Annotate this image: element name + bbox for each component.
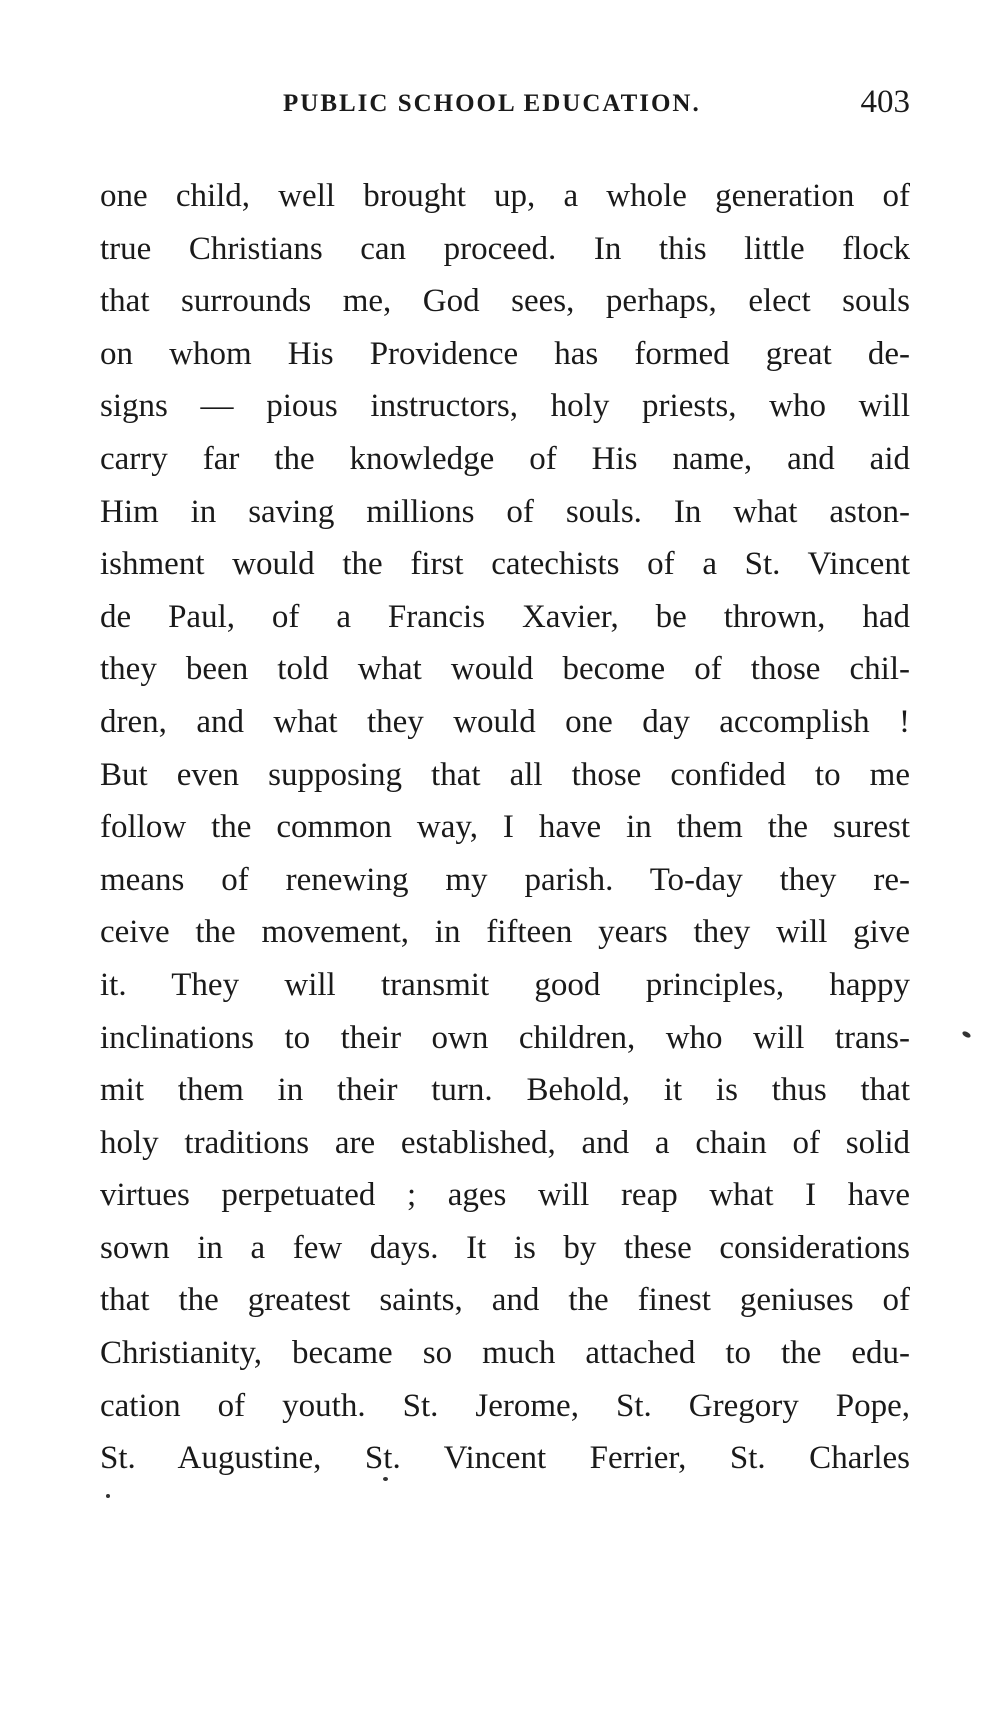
text-line: means of renewing my parish. To-day they re- xyxy=(100,861,910,898)
text-line: follow the common way, I have in them the surest xyxy=(100,809,910,846)
text-line: they been told what would become of those chil- xyxy=(100,651,910,688)
text-line: sown in a few days. It is by these considerations xyxy=(100,1229,910,1266)
running-title: PUBLIC SCHOOL EDUCATION. xyxy=(283,90,701,117)
text-line: Christianity, became so much attached to the edu- xyxy=(100,1335,910,1372)
running-head xyxy=(100,84,910,124)
text-line: holy traditions are established, and a chain of solid xyxy=(100,1124,910,1161)
page-number: 403 xyxy=(860,84,910,120)
print-speck xyxy=(106,1494,110,1498)
text-line: true Christians can proceed. In this little flock xyxy=(100,230,910,267)
text-line: that the greatest saints, and the finest geniuses of xyxy=(100,1282,910,1319)
text-line: virtues perpetuated ; ages will reap what I have xyxy=(100,1177,910,1214)
text-line: mit them in their turn. Behold, it is thus that xyxy=(100,1072,910,1109)
text-line: signs — pious instructors, holy priests, who will xyxy=(100,388,910,425)
text-line: ishment would the first catechists of a St. Vincent xyxy=(100,546,910,583)
text-line: cation of youth. St. Jerome, St. Gregory Pope, xyxy=(100,1387,910,1424)
text-line: dren, and what they would one day accomplish ! xyxy=(100,703,910,740)
text-line: inclinations to their own children, who will trans- xyxy=(100,1019,910,1056)
text-line: Him in saving millions of souls. In what aston- xyxy=(100,493,910,530)
text-line: on whom His Providence has formed great de- xyxy=(100,335,910,372)
text-line: St. Augustine, St. Vincent Ferrier, St. Charles xyxy=(100,1440,910,1477)
text-line: ceive the movement, in fifteen years they will give xyxy=(100,914,910,951)
print-speck xyxy=(383,1477,388,1481)
text-line: that surrounds me, God sees, perhaps, elect souls xyxy=(100,283,910,320)
text-line: it. They will transmit good principles, happy xyxy=(100,966,910,1003)
text-line: one child, well brought up, a whole generation of xyxy=(100,178,910,214)
print-speck xyxy=(961,1030,971,1039)
text-line: de Paul, of a Francis Xavier, be thrown, had xyxy=(100,598,910,635)
text-line: carry far the knowledge of His name, and aid xyxy=(100,440,910,477)
text-line: But even supposing that all those confided to me xyxy=(100,756,910,793)
body-text xyxy=(100,170,910,1485)
